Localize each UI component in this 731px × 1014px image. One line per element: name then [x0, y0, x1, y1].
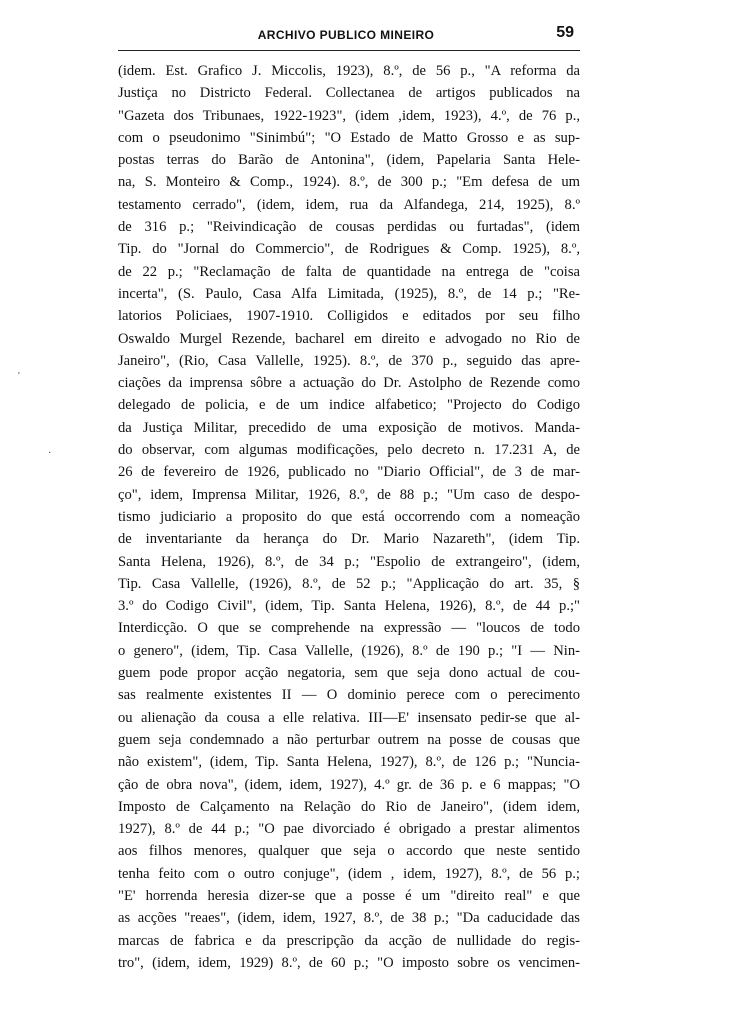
text-line: latorios Policiaes, 1907-1910. Colligidos e editados por seu filho	[118, 308, 580, 325]
text-line: tro", (idem, idem, 1929) 8.º, de 60 p.; "O imposto sobre os vencimen-	[118, 954, 580, 971]
text-line: de 316 p.; "Reivindicação de cousas perdidas ou furtadas", (idem	[118, 219, 580, 236]
running-head: ARCHIVO PUBLICO MINEIRO	[257, 28, 435, 42]
text-line: tenha feito com o outro conjuge", (idem , idem, 1927), 8.º, de 56 p.;	[118, 865, 580, 882]
text-line: as acções "reaes", (idem, idem, 1927, 8.º, de 38 p.; "Da caducidade das	[118, 910, 580, 927]
text-line: de 22 p.; "Reclamação de falta de quantidade na entrega de "coisa	[118, 263, 580, 280]
text-line: 3.º do Codigo Civil", (idem, Tip. Santa Helena, 1926), 8.º, de 44 p.;"	[118, 598, 580, 615]
text-line: Interdicção. O que se comprehende na expressão — "loucos de todo	[118, 620, 580, 637]
text-line: ciações da imprensa sôbre a actuação do Dr. Astolpho de Rezende como	[118, 375, 580, 392]
margin-mark: '	[18, 371, 20, 382]
header-rule	[118, 50, 580, 51]
text-line: Oswaldo Murgel Rezende, bacharel em direito e advogado no Rio de	[118, 330, 580, 347]
page-header	[118, 22, 574, 50]
body-text	[118, 60, 580, 974]
text-line: postas terras do Barão de Antonina", (idem, Papelaria Santa Hele-	[118, 152, 580, 169]
text-line: (idem. Est. Grafico J. Miccolis, 1923), 8.º, de 56 p., "A reforma da	[118, 63, 580, 79]
text-line: na, S. Monteiro & Comp., 1924). 8.º, de 300 p.; "Em defesa de um	[118, 174, 580, 191]
text-line: da Justiça Militar, precedido de uma exposição de motivos. Manda-	[118, 419, 580, 436]
text-line: Santa Helena, 1926), 8.º, de 34 p.; "Espolio de extrangeiro", (idem,	[118, 553, 580, 570]
text-line: ou alienação da cousa a elle relativa. III—E' insensato pedir-se que al-	[118, 709, 580, 726]
margin-mark: ·	[48, 448, 52, 459]
text-line: ção de obra nova", (idem, idem, 1927), 4.º gr. de 36 p. e 6 mappas; "O	[118, 776, 580, 793]
text-line: "Gazeta dos Tribunaes, 1922-1923", (idem ,idem, 1923), 4.º, de 76 p.,	[118, 107, 580, 124]
page-number: 59	[556, 24, 574, 41]
text-line: aos filhos menores, qualquer que seja o accordo que neste sentido	[118, 843, 580, 860]
text-line: marcas de fabrica e da prescripção da acção de nullidade do regis-	[118, 932, 580, 949]
text-line: com o pseudonimo "Sinimbú"; "O Estado de Matto Grosso e as sup-	[118, 129, 580, 146]
text-line: delegado de policia, e de um indice alfabetico; "Projecto do Codigo	[118, 397, 580, 414]
text-line: Janeiro", (Rio, Casa Vallelle, 1925). 8.º, de 370 p., seguido das apre-	[118, 352, 580, 369]
text-line: não existem", (idem, Tip. Santa Helena, 1927), 8.º, de 126 p.; "Nuncia-	[118, 754, 580, 771]
text-line: ço", idem, Imprensa Militar, 1926, 8.º, de 88 p.; "Um caso de despo-	[118, 486, 580, 503]
text-line: testamento cerrado", (idem, idem, rua da Alfandega, 214, 1925), 8.º	[118, 196, 580, 213]
text-line: tismo judiciario a proposito do que está occorrendo com a nomeação	[118, 508, 580, 525]
text-line: Imposto de Calçamento na Relação do Rio de Janeiro", (idem idem,	[118, 798, 580, 815]
text-line: sas realmente existentes II — O dominio perece com o perecimento	[118, 687, 580, 704]
text-line: 1927), 8.º de 44 p.; "O pae divorciado é obrigado a prestar alimentos	[118, 821, 580, 838]
text-line: guem seja condemnado a não perturbar outrem na posse de cousas que	[118, 731, 580, 748]
text-line: do observar, com algumas modificações, pelo decreto n. 17.231 A, de	[118, 442, 580, 459]
text-line: o genero", (idem, Tip. Casa Vallelle, (1926), 8.º de 190 p.; "I — Nin-	[118, 642, 580, 659]
text-line: 26 de fevereiro de 1926, publicado no "Diario Official", de 3 de mar-	[118, 464, 580, 481]
text-line: Justiça no Districto Federal. Collectanea de artigos publicados na	[118, 85, 580, 102]
text-line: Tip. do "Jornal do Commercio", de Rodrigues & Comp. 1925), 8.º,	[118, 241, 580, 258]
text-line: guem pode propor acção negatoria, sem que seja dono actual de cou-	[118, 665, 580, 682]
text-line: "E' horrenda heresia dizer-se que a posse é um "direito real" e que	[118, 887, 580, 904]
text-line: de inventariante da herança do Dr. Mario Nazareth", (idem Tip.	[118, 531, 580, 548]
text-line: incerta", (S. Paulo, Casa Alfa Limitada, (1925), 8.º, de 14 p.; "Re-	[118, 285, 580, 302]
text-line: Tip. Casa Vallelle, (1926), 8.º, de 52 p.; "Applicação do art. 35, §	[118, 575, 580, 592]
